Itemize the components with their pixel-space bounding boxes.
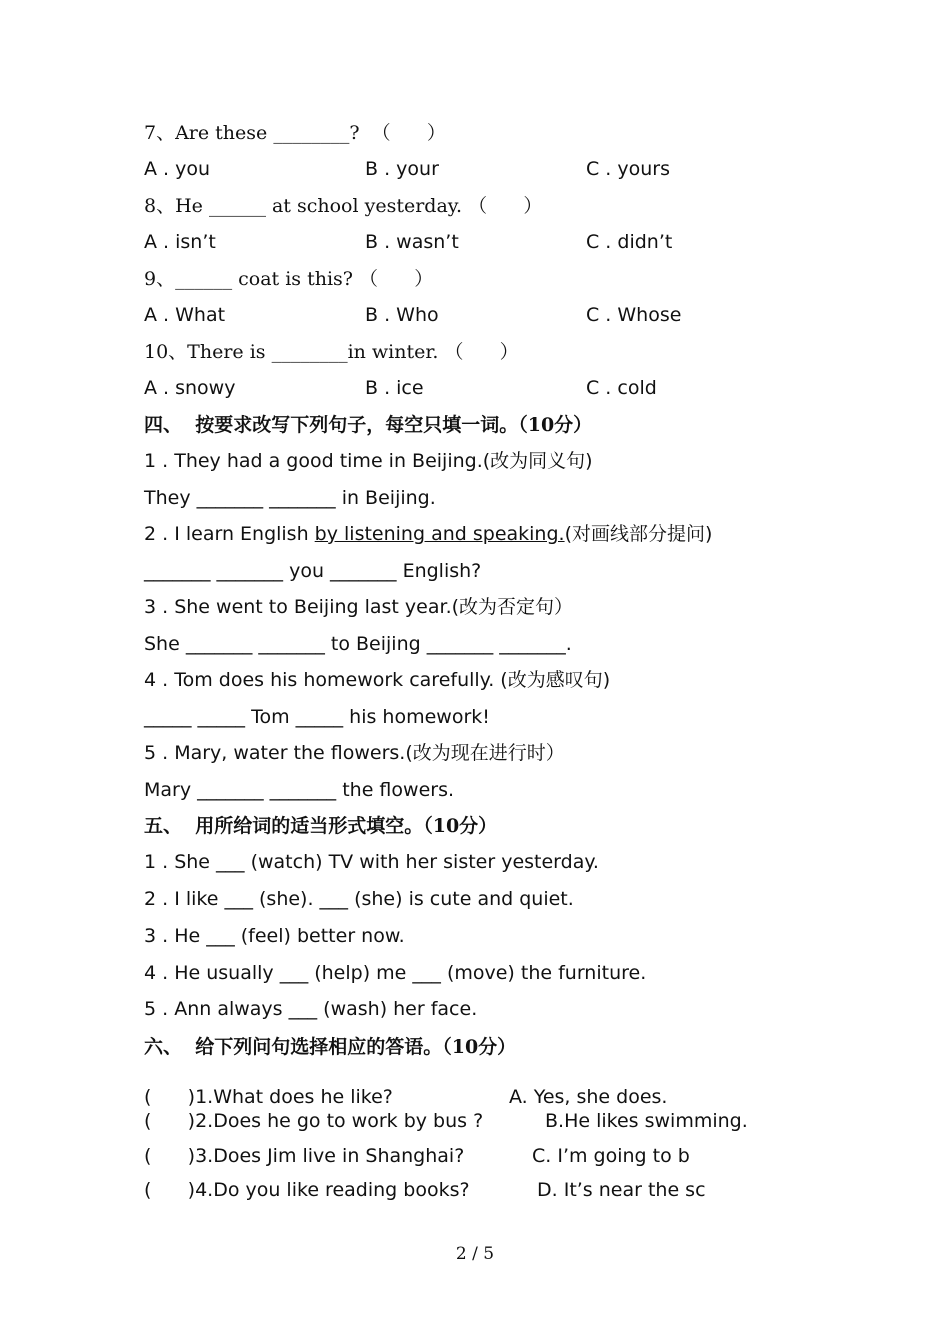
option-9c: C . Whose [586, 304, 682, 326]
s6-answer-d: D. It’s near the sc [537, 1179, 706, 1201]
option-7b: B . your [365, 158, 439, 180]
option-10b: B . ice [365, 377, 424, 399]
option-8b: B . wasn’t [365, 231, 459, 253]
option-10c: C . cold [586, 377, 657, 399]
option-10a: A . snowy [144, 377, 236, 399]
s5-line-2: 2 . I like ___ (she). ___ (she) is cute and quiet. [144, 888, 574, 910]
s4-line-4: _______ _______ you _______ English? [144, 560, 482, 582]
s6-answer-c: C. I’m going to b [532, 1145, 690, 1167]
option-8a: A . isn’t [144, 231, 216, 253]
question-8: 8、He ______ at school yesterday. （ ） [144, 195, 543, 217]
s6-answer-a: A. Yes, she does. [509, 1086, 668, 1108]
s4-line-8: _____ _____ Tom _____ his homework! [144, 706, 490, 728]
s6-answer-b: B.He likes swimming. [545, 1110, 748, 1132]
question-7: 7、Are these ________? （ ） [144, 122, 446, 144]
s6-question-1: ( )1.What does he like? [144, 1086, 393, 1108]
option-9b: B . Who [365, 304, 439, 326]
option-9a: A . What [144, 304, 226, 326]
s4-q2-underlined: by listening and speaking. [314, 523, 565, 545]
question-10: 10、There is ________in winter. （ ） [144, 341, 519, 363]
s4-line-6: She _______ _______ to Beijing _______ _______. [144, 633, 572, 655]
page-number: 2 / 5 [455, 1244, 495, 1264]
s4-line-9: 5 . Mary, water the flowers.(改为现在进行时） [144, 742, 565, 764]
s5-line-4: 4 . He usually ___ (help) me ___ (move) the furniture. [144, 962, 647, 984]
s4-line-7: 4 . Tom does his homework carefully. (改为感叹句) [144, 669, 611, 691]
s5-line-3: 3 . He ___ (feel) better now. [144, 925, 405, 947]
option-7a: A . you [144, 158, 211, 180]
option-7c: C . yours [586, 158, 671, 180]
s6-question-4: ( )4.Do you like reading books? [144, 1179, 470, 1201]
section-6-heading: 六、 给下列问句选择相应的答语。（10分） [144, 1036, 517, 1058]
s6-question-3: ( )3.Does Jim live in Shanghai? [144, 1145, 465, 1167]
section-4-heading: 四、 按要求改写下列句子，每空只填一词。（10分） [144, 414, 593, 436]
s4-q2-prefix: 2 . I learn English [144, 523, 315, 545]
s4-line-10: Mary _______ _______ the flowers. [144, 779, 455, 801]
s5-line-1: 1 . She ___ (watch) TV with her sister yesterday. [144, 851, 599, 873]
question-9: 9、______ coat is this? （ ） [144, 268, 434, 290]
section-5-heading: 五、 用所给词的适当形式填空。（10分） [144, 815, 498, 837]
s4-line-5: 3 . She went to Beijing last year.(改为否定句） [144, 596, 574, 618]
s4-line-2: They _______ _______ in Beijing. [144, 487, 436, 509]
option-8c: C . didn’t [586, 231, 673, 253]
s4-question-2 [144, 522, 712, 546]
s6-question-2: ( )2.Does he go to work by bus ? [144, 1110, 484, 1132]
s4-line-1: 1 . They had a good time in Beijing.(改为同义句) [144, 450, 593, 472]
s4-q2-suffix: (对画线部分提问) [564, 523, 713, 545]
s5-line-5: 5 . Ann always ___ (wash) her face. [144, 998, 478, 1020]
